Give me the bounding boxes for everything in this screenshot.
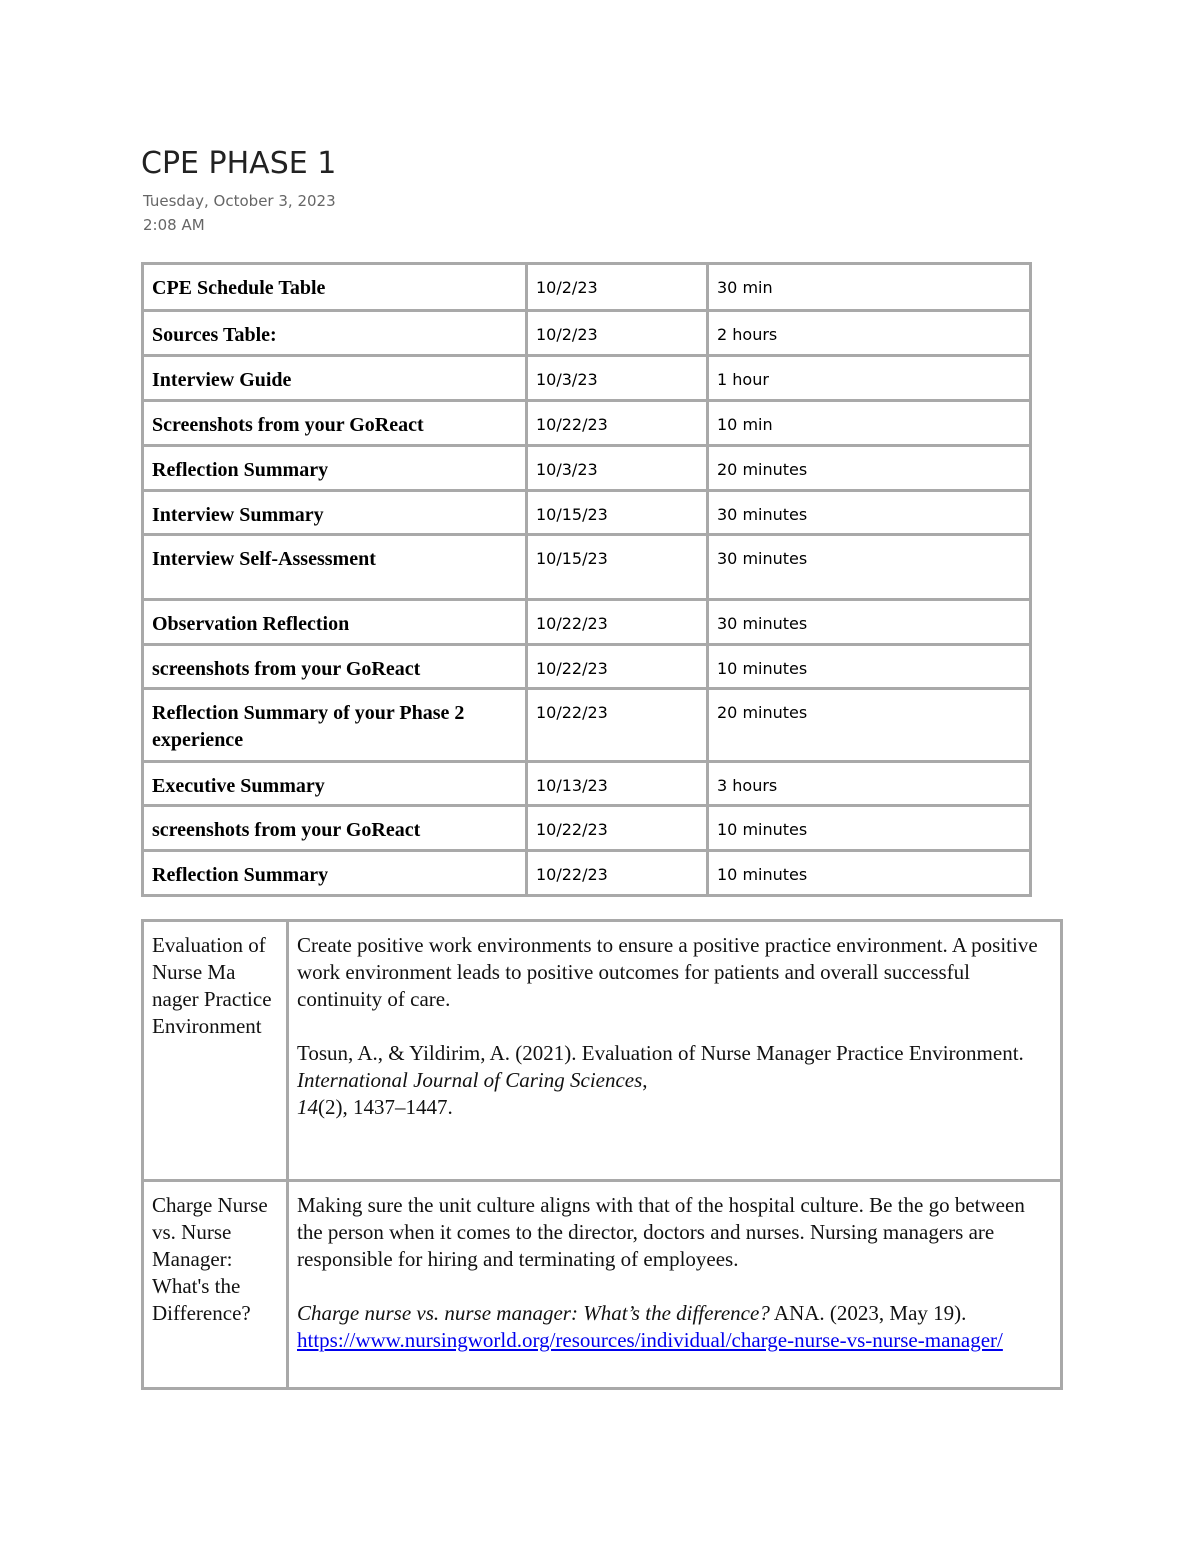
task-cell: CPE Schedule Table [143, 264, 527, 311]
page-title: CPE PHASE 1 [141, 146, 337, 181]
duration-cell: 30 minutes [708, 491, 1031, 535]
duration-cell: 10 minutes [708, 851, 1031, 896]
date-cell: 10/15/23 [527, 535, 708, 600]
date-cell: 10/22/23 [527, 806, 708, 851]
schedule-table [141, 262, 1032, 897]
task-cell: Interview Self-Assessment [143, 535, 527, 600]
table-row [143, 921, 1062, 1181]
table-row [143, 446, 1031, 491]
table-row [143, 264, 1031, 311]
duration-cell: 30 minutes [708, 600, 1031, 645]
table-row [143, 600, 1031, 645]
date-cell: 10/15/23 [527, 491, 708, 535]
table-row [143, 535, 1031, 600]
duration-cell: 2 hours [708, 311, 1031, 356]
citation-source: ANA. (2023, May 19). [769, 1301, 967, 1325]
citation-volume: 14 [297, 1095, 318, 1119]
source-detail-cell [288, 921, 1062, 1181]
source-summary: Create positive work environments to ensure a positive practice environment. A positive work environment leads to positive outcomes for patients and overall successful continuity of care. [297, 933, 1038, 1011]
date-cell: 10/2/23 [527, 264, 708, 311]
source-detail-cell [288, 1181, 1062, 1389]
task-cell: Reflection Summary [143, 851, 527, 896]
citation-title: Charge nurse vs. nurse manager: What’s the difference? [297, 1301, 770, 1325]
task-cell: Observation Reflection [143, 600, 527, 645]
task-cell: Reflection Summary [143, 446, 527, 491]
source-summary: Making sure the unit culture aligns with that of the hospital culture. Be the go between the person when it comes to the director, doctors and nurses. Nursing managers are responsible for hiring and terminating of employees. [297, 1193, 1025, 1271]
sources-table [141, 919, 1063, 1390]
task-cell: Sources Table: [143, 311, 527, 356]
date-cell: 10/22/23 [527, 851, 708, 896]
source-citation-journal-line [297, 1067, 1052, 1094]
duration-cell: 30 minutes [708, 535, 1031, 600]
citation-journal: International Journal of Caring Sciences [297, 1068, 643, 1092]
note-time: 2:08 AM [143, 216, 205, 234]
table-row [143, 851, 1031, 896]
table-row [143, 1181, 1062, 1389]
task-cell: Screenshots from your GoReact [143, 401, 527, 446]
date-cell: 10/22/23 [527, 600, 708, 645]
table-row [143, 762, 1031, 806]
task-cell: screenshots from your GoReact [143, 645, 527, 689]
table-row [143, 645, 1031, 689]
task-cell: Reflection Summary of your Phase 2 experience [143, 689, 527, 762]
table-row [143, 356, 1031, 401]
table-row [143, 806, 1031, 851]
source-citation-volume-line [297, 1094, 1052, 1121]
duration-cell: 10 min [708, 401, 1031, 446]
duration-cell: 10 minutes [708, 645, 1031, 689]
note-date: Tuesday, October 3, 2023 [143, 192, 336, 210]
citation-issue-pages: (2), 1437–1447. [318, 1095, 453, 1119]
source-citation-authors: Tosun, A., & Yildirim, A. (2021). Evaluation of Nurse Manager Practice Environment. [297, 1041, 1024, 1065]
task-cell: Interview Summary [143, 491, 527, 535]
table-row [143, 491, 1031, 535]
duration-cell: 30 min [708, 264, 1031, 311]
task-cell: Interview Guide [143, 356, 527, 401]
date-cell: 10/13/23 [527, 762, 708, 806]
source-topic-cell: Evaluation of Nurse Ma nager Practice Environment [143, 921, 288, 1181]
duration-cell: 20 minutes [708, 689, 1031, 762]
table-row [143, 401, 1031, 446]
date-cell: 10/22/23 [527, 645, 708, 689]
date-cell: 10/2/23 [527, 311, 708, 356]
date-cell: 10/3/23 [527, 356, 708, 401]
date-cell: 10/22/23 [527, 401, 708, 446]
duration-cell: 10 minutes [708, 806, 1031, 851]
task-cell: Executive Summary [143, 762, 527, 806]
task-cell: screenshots from your GoReact [143, 806, 527, 851]
source-citation [297, 1300, 1052, 1354]
table-row [143, 689, 1031, 762]
citation-link[interactable]: https://www.nursingworld.org/resources/individual/charge-nurse-vs-nurse-manager/ [297, 1328, 1003, 1352]
date-cell: 10/22/23 [527, 689, 708, 762]
citation-journal-separator: , [642, 1068, 648, 1092]
duration-cell: 3 hours [708, 762, 1031, 806]
duration-cell: 20 minutes [708, 446, 1031, 491]
duration-cell: 1 hour [708, 356, 1031, 401]
source-topic-cell: Charge Nurse vs. Nurse Manager: What's the Difference? [143, 1181, 288, 1389]
date-cell: 10/3/23 [527, 446, 708, 491]
table-row [143, 311, 1031, 356]
